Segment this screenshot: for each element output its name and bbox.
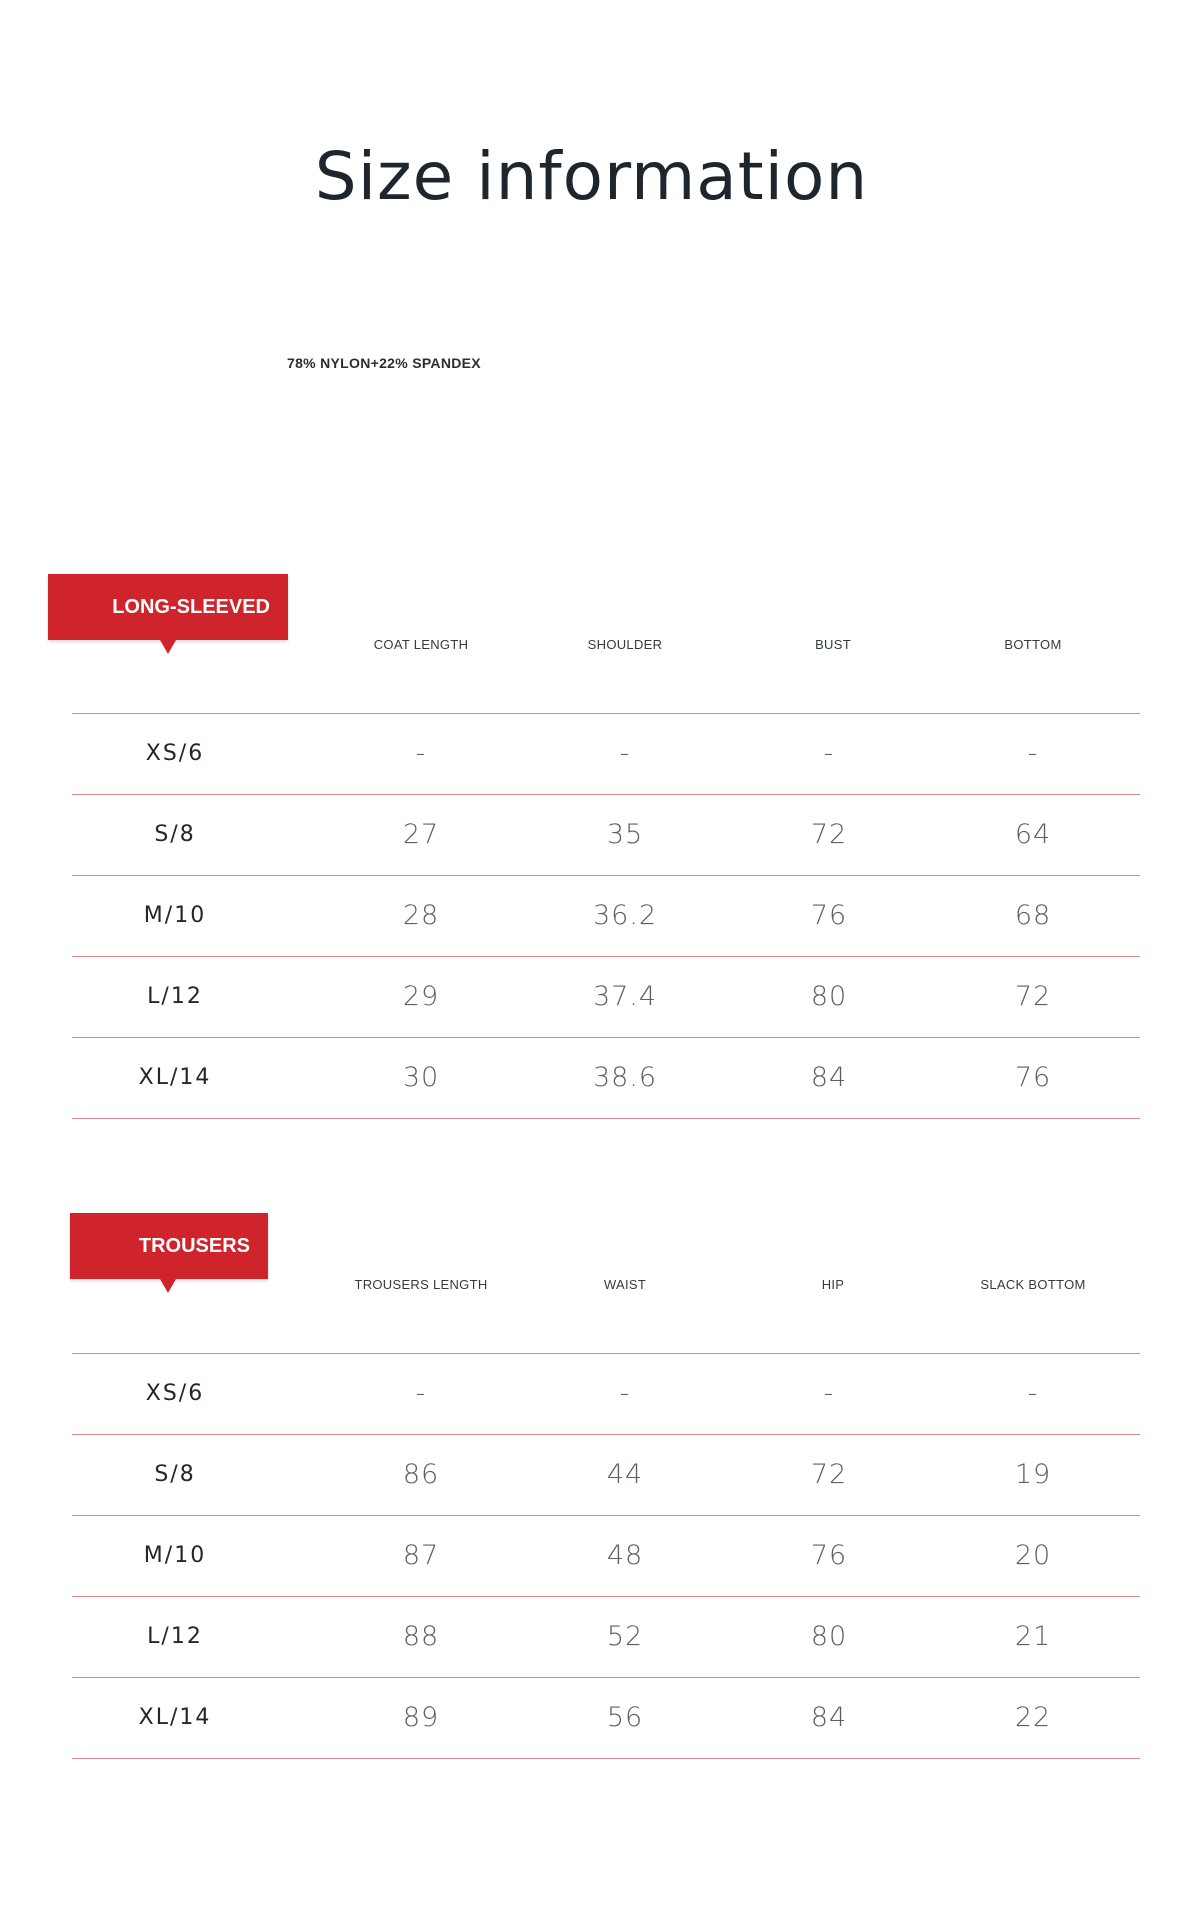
measurement-value: 35: [606, 819, 644, 850]
measurement-value: -: [619, 738, 631, 769]
column-header: COAT LENGTH: [373, 637, 469, 652]
measurement-value: 48: [606, 1540, 644, 1571]
measurement-value: 19: [1014, 1459, 1052, 1490]
measurement-value: -: [823, 738, 835, 769]
measurement-value: 52: [606, 1621, 644, 1652]
table-row: [72, 795, 1140, 875]
measurement-value: 76: [810, 900, 848, 931]
measurement-value: 22: [1014, 1702, 1052, 1733]
measurement-value: 27: [402, 819, 440, 850]
measurement-value: 86: [402, 1459, 440, 1490]
tag-pointer-icon: [160, 1279, 176, 1293]
table-row: [72, 957, 1140, 1037]
table-row: [72, 1678, 1140, 1758]
measurement-value: -: [415, 738, 427, 769]
column-header: SHOULDER: [587, 637, 663, 652]
measurement-value: 76: [810, 1540, 848, 1571]
table-divider: [72, 1758, 1140, 1759]
table-divider: [72, 1118, 1140, 1119]
measurement-value: 28: [402, 900, 440, 931]
size-label: S/8: [154, 822, 196, 847]
measurement-value: 38.6: [592, 1062, 658, 1093]
measurement-value: 29: [402, 981, 440, 1012]
section-tag: [70, 1213, 268, 1279]
measurement-value: -: [1027, 1378, 1039, 1409]
size-label: M/10: [143, 1543, 207, 1568]
measurement-value: 44: [606, 1459, 644, 1490]
measurement-value: 87: [402, 1540, 440, 1571]
measurement-value: 20: [1014, 1540, 1052, 1571]
measurement-value: 84: [810, 1702, 848, 1733]
measurement-value: 72: [1014, 981, 1052, 1012]
measurement-value: 76: [1014, 1062, 1052, 1093]
table-row: [72, 1516, 1140, 1596]
measurement-value: 89: [402, 1702, 440, 1733]
size-label: XS/6: [145, 741, 205, 766]
measurement-value: -: [619, 1378, 631, 1409]
size-label: XS/6: [145, 1381, 205, 1406]
size-label: L/12: [147, 1624, 203, 1649]
table-row: [72, 1435, 1140, 1515]
measurement-value: 68: [1014, 900, 1052, 931]
measurement-value: 88: [402, 1621, 440, 1652]
measurement-value: 84: [810, 1062, 848, 1093]
size-label: M/10: [143, 903, 207, 928]
section-tag: [48, 574, 288, 640]
measurement-value: 36.2: [592, 900, 658, 931]
section-tag-label: TROUSERS: [138, 1234, 250, 1257]
material-composition: 78% NYLON+22% SPANDEX: [287, 355, 481, 371]
size-label: XL/14: [138, 1705, 212, 1730]
measurement-value: -: [415, 1378, 427, 1409]
column-header: HIP: [821, 1277, 845, 1292]
table-row: [72, 1354, 1140, 1434]
measurement-value: 21: [1014, 1621, 1052, 1652]
table-row: [72, 876, 1140, 956]
measurement-value: 80: [810, 981, 848, 1012]
column-header: WAIST: [603, 1277, 647, 1292]
column-header: SLACK BOTTOM: [980, 1277, 1086, 1292]
measurement-value: 80: [810, 1621, 848, 1652]
measurement-value: -: [1027, 738, 1039, 769]
measurement-value: 30: [402, 1062, 440, 1093]
measurement-value: -: [823, 1378, 835, 1409]
measurement-value: 72: [810, 819, 848, 850]
measurement-value: 64: [1014, 819, 1052, 850]
measurement-value: 37.4: [592, 981, 658, 1012]
table-row: [72, 1597, 1140, 1677]
column-header: BOTTOM: [1004, 637, 1062, 652]
column-header: TROUSERS LENGTH: [354, 1277, 488, 1292]
table-row: [72, 714, 1140, 794]
size-label: S/8: [154, 1462, 196, 1487]
measurement-value: 72: [810, 1459, 848, 1490]
size-label: L/12: [147, 984, 203, 1009]
section-tag-label: LONG-SLEEVED: [112, 595, 270, 618]
table-row: [72, 1038, 1140, 1118]
page-title: Size information: [314, 138, 869, 215]
measurement-value: 56: [606, 1702, 644, 1733]
column-header: BUST: [815, 637, 851, 652]
size-label: XL/14: [138, 1065, 212, 1090]
tag-pointer-icon: [160, 640, 176, 654]
